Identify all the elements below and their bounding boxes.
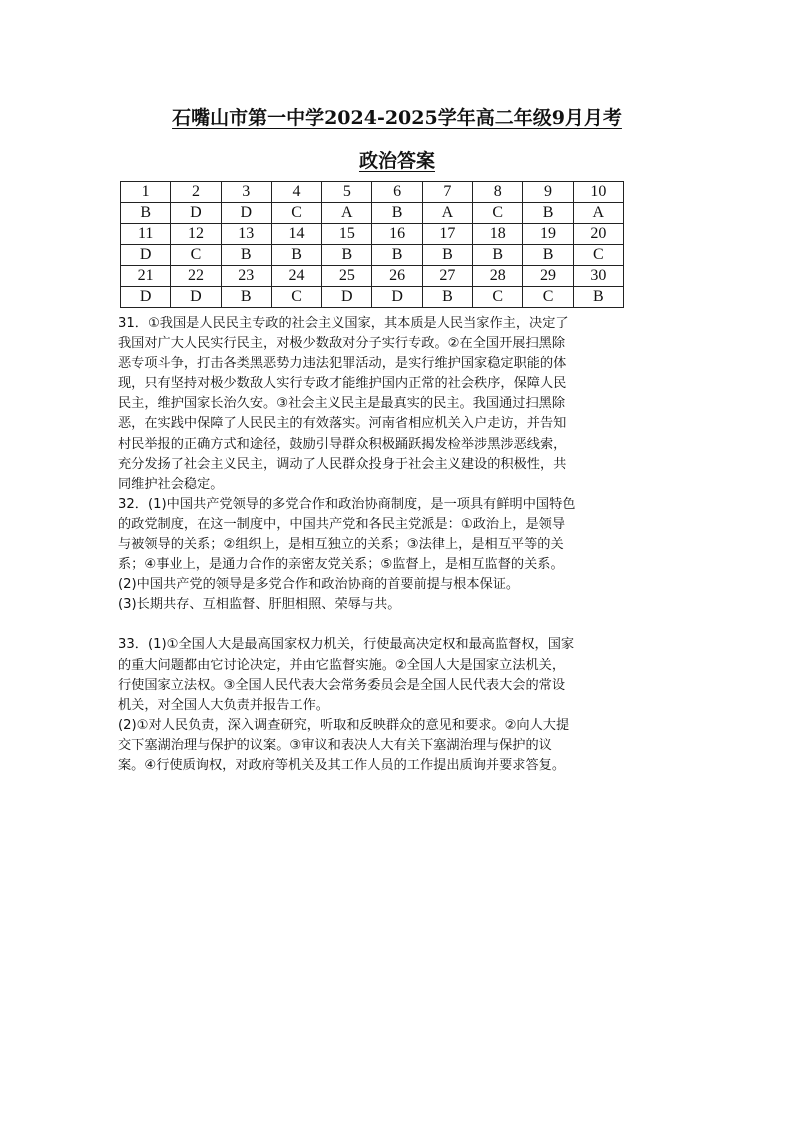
- question-number-cell: 26: [372, 266, 422, 287]
- paragraph-gap: [118, 615, 678, 635]
- answer-letter-cell: B: [221, 245, 271, 266]
- answer-letter-cell: A: [422, 203, 472, 224]
- answer-letter-cell: B: [372, 203, 422, 224]
- document-subtitle: 政治答案: [358, 150, 435, 172]
- text-line: 32．(1)中国共产党领导的多党合作和政治协商制度，是一项具有鲜明中国特色: [118, 496, 576, 512]
- answer-letter-row: [121, 203, 624, 224]
- question-number-cell: 23: [221, 266, 271, 287]
- text-line: 我国对广大人民实行民主，对极少数敌对分子实行专政。②在全国开展扫黑除: [118, 336, 566, 352]
- answer-text: [118, 314, 678, 776]
- answer-letter-cell: D: [372, 287, 422, 308]
- question-number-cell: 24: [271, 266, 321, 287]
- answer-letter-cell: C: [573, 245, 623, 266]
- question-number-cell: 11: [121, 224, 171, 245]
- document-title: 石嘴山市第一中学2024-2025学年高二年级9月月考: [172, 107, 622, 129]
- question-number-cell: 13: [221, 224, 271, 245]
- question-number-cell: 29: [523, 266, 573, 287]
- question-number-cell: 3: [221, 182, 271, 203]
- answer-letter-cell: C: [171, 245, 221, 266]
- text-line: 行使国家立法权。③全国人民代表大会常务委员会是全国人民代表大会的常设: [118, 677, 566, 693]
- question-number-cell: 18: [473, 224, 523, 245]
- question-number-cell: 21: [121, 266, 171, 287]
- question-number-cell: 5: [322, 182, 372, 203]
- text-line: 充分发扬了社会主义民主，调动了人民群众投身于社会主义建设的积极性，共: [118, 456, 567, 472]
- question-number-cell: 27: [422, 266, 472, 287]
- answer-letter-cell: B: [523, 245, 573, 266]
- answer-letter-cell: C: [473, 203, 523, 224]
- question-number-cell: 19: [523, 224, 573, 245]
- text-line: (3)长期共存、互相监督、肝胆相照、荣辱与共。: [118, 597, 401, 613]
- answer-letter-row: [121, 287, 624, 308]
- question-number-cell: 25: [322, 266, 372, 287]
- text-line: 村民举报的正确方式和途径，鼓励引导群众积极踊跃揭发检举涉黑涉恶线索，: [118, 436, 567, 452]
- answer-letter-cell: B: [372, 245, 422, 266]
- answer-letter-cell: B: [573, 287, 623, 308]
- answer-letter-cell: B: [422, 245, 472, 266]
- answer-letter-row: [121, 245, 624, 266]
- answer-letter-cell: D: [171, 287, 221, 308]
- answer-q31: [118, 314, 678, 495]
- answer-letter-cell: D: [121, 245, 171, 266]
- question-number-cell: 15: [322, 224, 372, 245]
- question-number-cell: 1: [121, 182, 171, 203]
- question-number-cell: 2: [171, 182, 221, 203]
- answer-letter-cell: B: [422, 287, 472, 308]
- question-number-cell: 17: [422, 224, 472, 245]
- question-number-cell: 10: [573, 182, 623, 203]
- question-number-cell: 6: [372, 182, 422, 203]
- text-line: 恶，在实践中保障了人民民主的有效落实。河南省相应机关入户走访，并告知: [118, 416, 567, 432]
- answer-letter-cell: D: [121, 287, 171, 308]
- answer-letter-cell: B: [523, 203, 573, 224]
- answer-table: [120, 181, 624, 308]
- question-number-cell: 8: [473, 182, 523, 203]
- text-line: 民主，维护国家长治久安。③社会主义民主是最真实的民主。我国通过扫黑除: [118, 396, 566, 412]
- text-line: 的重大问题都由它讨论决定，并由它监督实施。②全国人大是国家立法机关，: [118, 657, 566, 673]
- text-line: 案。④行使质询权，对政府等机关及其工作人员的工作提出质询并要求答复。: [118, 757, 566, 773]
- question-number-cell: 4: [271, 182, 321, 203]
- answer-letter-cell: B: [322, 245, 372, 266]
- text-line: 交下塞湖治理与保护的议案。③审议和表决人大有关下塞湖治理与保护的议: [118, 737, 552, 753]
- answer-letter-cell: B: [221, 287, 271, 308]
- answer-letter-cell: C: [473, 287, 523, 308]
- answer-letter-cell: C: [271, 287, 321, 308]
- question-number-cell: 7: [422, 182, 472, 203]
- text-line: (2)①对人民负责，深入调查研究，听取和反映群众的意见和要求。②向人大提: [118, 717, 570, 733]
- question-number-row: [121, 266, 624, 287]
- question-number-cell: 12: [171, 224, 221, 245]
- text-line: 33．(1)①全国人大是最高国家权力机关，行使最高决定权和最高监督权，国家: [118, 637, 575, 653]
- answer-q33: [118, 635, 678, 776]
- text-line: 机关，对全国人大负责并报告工作。: [118, 697, 329, 713]
- text-line: 31．①我国是人民民主专政的社会主义国家，其本质是人民当家作主，决定了: [118, 316, 569, 331]
- answer-letter-cell: D: [322, 287, 372, 308]
- text-line: 现，只有坚持对极少数敌人实行专政才能维护国内正常的社会秩序，保障人民: [118, 376, 567, 392]
- question-number-cell: 28: [473, 266, 523, 287]
- question-number-cell: 20: [573, 224, 623, 245]
- question-number-cell: 30: [573, 266, 623, 287]
- answer-letter-cell: C: [523, 287, 573, 308]
- text-line: 系；④事业上，是通力合作的亲密友党关系；⑤监督上，是相互监督的关系。: [118, 557, 564, 573]
- answer-letter-cell: C: [271, 203, 321, 224]
- answer-letter-cell: D: [221, 203, 271, 224]
- text-line: 与被领导的关系；②组织上，是相互独立的关系；③法律上，是相互平等的关: [118, 537, 564, 553]
- text-line: (2)中国共产党的领导是多党合作和政治协商的首要前提与根本保证。: [118, 577, 520, 593]
- answer-letter-cell: A: [573, 203, 623, 224]
- question-number-row: [121, 224, 624, 245]
- question-number-cell: 16: [372, 224, 422, 245]
- question-number-cell: 9: [523, 182, 573, 203]
- answer-letter-cell: B: [473, 245, 523, 266]
- answer-letter-cell: D: [171, 203, 221, 224]
- answer-letter-cell: B: [121, 203, 171, 224]
- question-number-cell: 22: [171, 266, 221, 287]
- text-line: 同维护社会稳定。: [118, 476, 224, 492]
- question-number-cell: 14: [271, 224, 321, 245]
- answer-letter-cell: A: [322, 203, 372, 224]
- question-number-row: [121, 182, 624, 203]
- text-line: 恶专项斗争，打击各类黑恶势力违法犯罪活动，是实行维护国家稳定职能的体: [118, 356, 567, 372]
- text-line: 的政党制度，在这一制度中，中国共产党和各民主党派是：①政治上，是领导: [118, 516, 566, 532]
- answer-q32: [118, 495, 678, 616]
- answer-letter-cell: B: [271, 245, 321, 266]
